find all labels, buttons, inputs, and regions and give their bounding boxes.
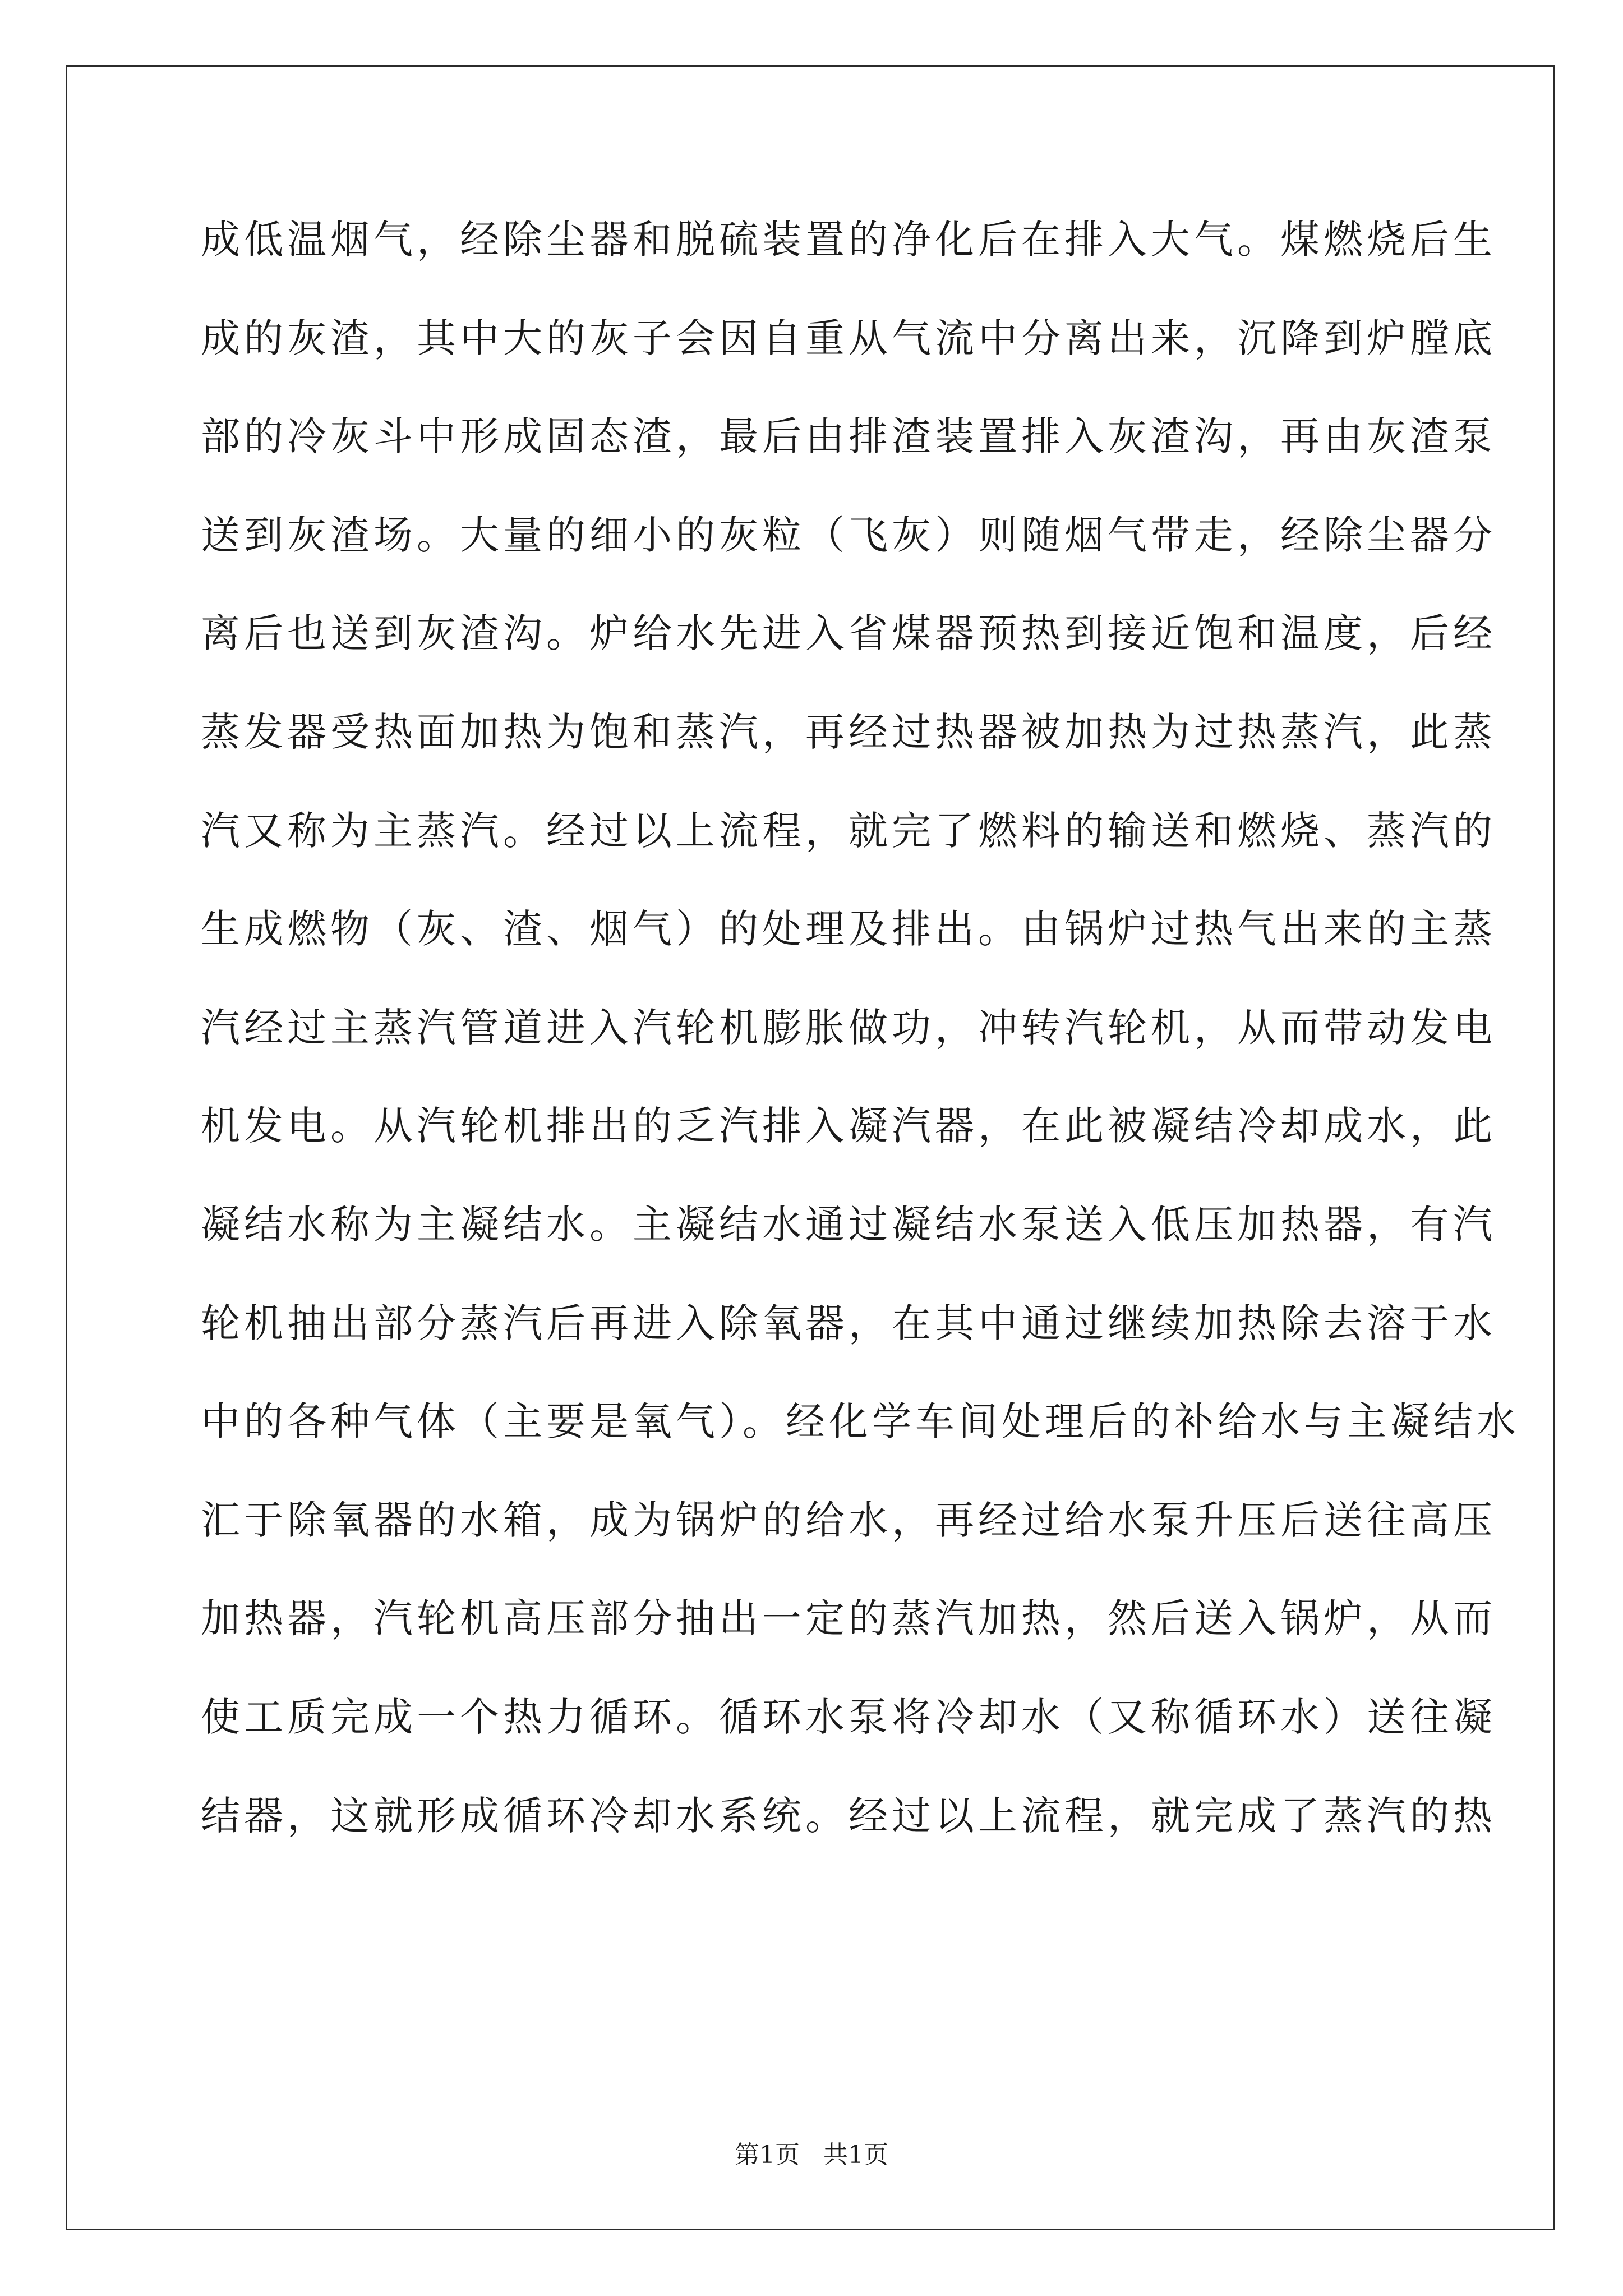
text-line: 汇于除氧器的水箱，成为锅炉的给水，再经过给水泵升压后送往高压 (201, 1497, 1496, 1543)
text-line: 汽又称为主蒸汽。经过以上流程，就完了燃料的输送和燃烧、蒸汽的 (201, 807, 1496, 854)
text-line: 离后也送到灰渣沟。炉给水先进入省煤器预热到接近饱和温度，后经 (201, 610, 1496, 657)
text-line: 部的冷灰斗中形成固态渣，最后由排渣装置排入灰渣沟，再由灰渣泵 (201, 413, 1496, 460)
text-line: 生成燃物（灰、渣、烟气）的处理及排出。由锅炉过热气出来的主蒸 (201, 906, 1496, 953)
document-body (201, 217, 1520, 1894)
text-line: 轮机抽出部分蒸汽后再进入除氧器，在其中通过继续加热除去溶于水 (201, 1300, 1496, 1346)
text-line: 蒸发器受热面加热为饱和蒸汽，再经过热器被加热为过热蒸汽，此蒸 (201, 708, 1496, 755)
text-line: 加热器，汽轮机高压部分抽出一定的蒸汽加热，然后送入锅炉，从而 (201, 1595, 1496, 1642)
text-line: 送到灰渣场。大量的细小的灰粒（飞灰）则随烟气带走，经除尘器分 (201, 512, 1496, 558)
text-line: 结器，这就形成循环冷却水系统。经过以上流程，就完成了蒸汽的热 (201, 1792, 1496, 1839)
text-line: 中的各种气体（主要是氧气）。经化学车间处理后的补给水与主凝结水 (201, 1398, 1520, 1445)
text-line: 成的灰渣，其中大的灰子会因自重从气流中分离出来，沉降到炉膛底 (201, 315, 1496, 361)
text-line: 机发电。从汽轮机排出的乏汽排入凝汽器，在此被凝结冷却成水，此 (201, 1103, 1496, 1149)
text-line: 汽经过主蒸汽管道进入汽轮机膨胀做功，冲转汽轮机，从而带动发电 (201, 1004, 1496, 1051)
text-line: 凝结水称为主凝结水。主凝结水通过凝结水泵送入低压加热器，有汽 (201, 1201, 1496, 1248)
page-number-footer: 第1页 共1页 (735, 2141, 888, 2169)
text-line: 使工质完成一个热力循环。循环水泵将冷却水（又称循环水）送往凝 (201, 1694, 1496, 1740)
text-line: 成低温烟气，经除尘器和脱硫装置的净化后在排入大气。煤燃烧后生 (201, 217, 1496, 263)
